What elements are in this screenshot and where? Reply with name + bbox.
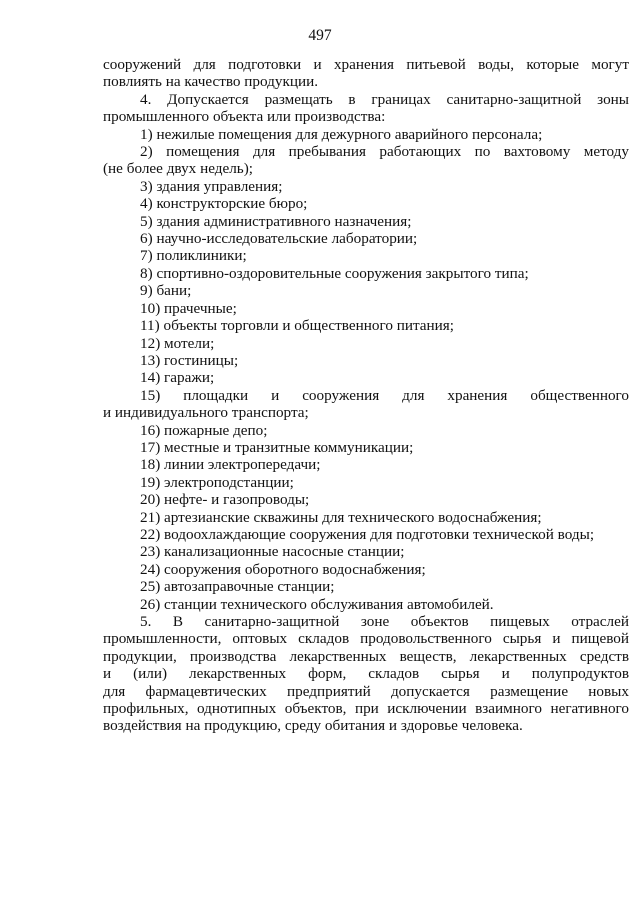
text-line: повлиять на качество продукции. xyxy=(103,73,319,91)
list-item: 21) артезианские скважины для технического водоснабжения; xyxy=(140,508,542,526)
list-item: 20) нефте- и газопроводы; xyxy=(140,491,310,509)
list-item: 15) площадки и сооружения для хранения общественного xyxy=(140,386,629,404)
list-item: 14) гаражи; xyxy=(140,369,215,387)
list-item: 19) электроподстанции; xyxy=(140,473,294,491)
list-item: 23) канализационные насосные станции; xyxy=(140,543,405,561)
section-5-line: промышленности, оптовых складов продовольственного сырья и пищевой xyxy=(103,630,629,648)
list-item: 22) водоохлаждающие сооружения для подготовки технической воды; xyxy=(140,525,595,543)
list-item: 9) бани; xyxy=(140,282,192,300)
list-item: 12) мотели; xyxy=(140,334,215,352)
section-5-line: и (или) лекарственных форм, складов сырья и полупродуктов xyxy=(103,665,629,683)
section-5-line: профильных, однотипных объектов, при исключении взаимного негативного xyxy=(103,700,629,718)
list-item-cont: и индивидуального транспорта; xyxy=(103,404,309,422)
list-item: 6) научно-исследовательские лаборатории; xyxy=(140,230,418,248)
list-item: 18) линии электропередачи; xyxy=(140,456,321,474)
list-item: 26) станции технического обслуживания автомобилей. xyxy=(140,595,494,613)
section-5-line: воздействия на продукцию, среду обитания и здоровье человека. xyxy=(103,717,523,735)
section-5-line: для фармацевтических предприятий допускается размещение новых xyxy=(103,682,629,700)
section-5-line: 5. В санитарно-защитной зоне объектов пищевых отраслей xyxy=(140,613,629,630)
list-item-cont: (не более двух недель); xyxy=(103,160,253,178)
list-item: 24) сооружения оборотного водоснабжения; xyxy=(140,560,426,578)
list-item: 25) автозаправочные станции; xyxy=(140,578,335,596)
list-item: 10) прачечные; xyxy=(140,299,237,317)
list-item: 7) поликлиники; xyxy=(140,247,247,265)
text-line: сооружений для подготовки и хранения питьевой воды, которые могут xyxy=(103,56,629,73)
list-item: 17) местные и транзитные коммуникации; xyxy=(140,438,414,456)
list-item: 16) пожарные депо; xyxy=(140,421,268,439)
section-4-heading-cont: промышленного объекта или производства: xyxy=(103,108,386,126)
list-item: 4) конструкторские бюро; xyxy=(140,195,308,213)
list-item: 8) спортивно-оздоровительные сооружения закрытого типа; xyxy=(140,264,529,282)
list-item: 11) объекты торговли и общественного питания; xyxy=(140,317,455,335)
list-item: 13) гостиницы; xyxy=(140,351,239,369)
list-item: 3) здания управления; xyxy=(140,177,283,195)
page-number: 497 xyxy=(308,27,332,44)
document-body xyxy=(103,56,629,735)
section-4-heading: 4. Допускается размещать в границах санитарно-защитной зоны xyxy=(140,90,629,108)
list-item: 2) помещения для пребывания работающих по вахтовому методу xyxy=(140,143,629,161)
list-item: 1) нежилые помещения для дежурного аварийного персонала; xyxy=(140,125,543,143)
section-5-line: продукции, производства лекарственных веществ, лекарственных средств xyxy=(103,647,629,665)
list-item: 5) здания административного назначения; xyxy=(140,212,412,230)
